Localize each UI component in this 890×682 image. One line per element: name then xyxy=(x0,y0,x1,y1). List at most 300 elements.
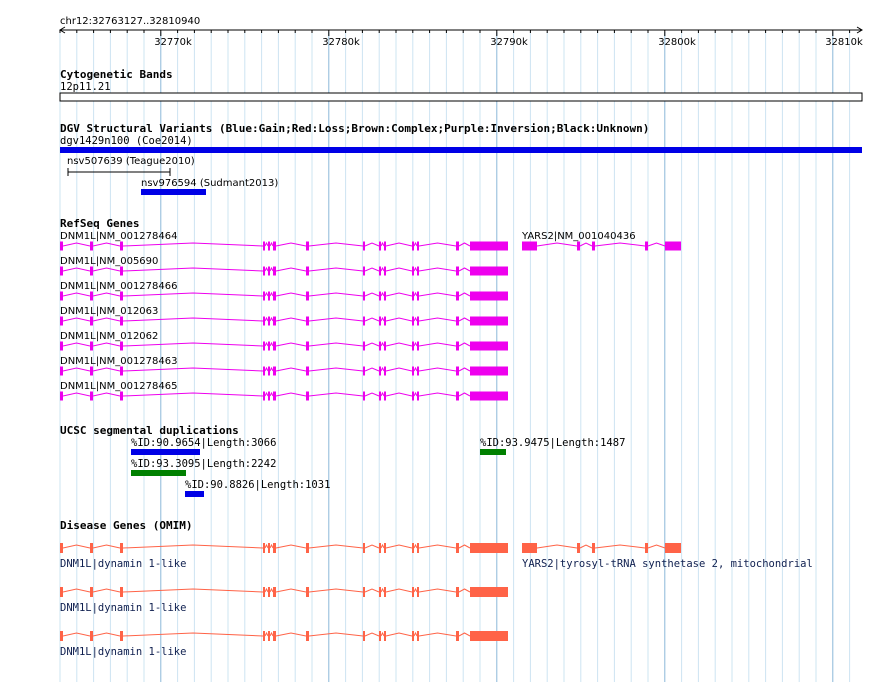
disease-gene-label[interactable]: DNM1L|dynamin 1-like xyxy=(60,602,187,614)
refseq-gene-exon xyxy=(384,342,386,351)
refseq-gene-intron xyxy=(270,318,273,321)
omim-gene-intron xyxy=(365,589,379,592)
refseq-gene-exon xyxy=(456,392,459,401)
refseq-gene-exon xyxy=(263,267,265,276)
dgv-track-title: DGV Structural Variants (Blue:Gain;Red:Loss;Brown:Complex;Purple:Inversion;Black:Unknown) xyxy=(60,122,650,135)
refseq-gene-exon xyxy=(60,267,63,276)
omim-gene-exon xyxy=(60,631,63,641)
refseq-gene-intron xyxy=(419,243,456,246)
refseq-gene-intron xyxy=(381,393,384,396)
omim-gene-exon xyxy=(456,631,459,641)
refseq-gene-intron xyxy=(276,268,306,271)
refseq-gene-exon xyxy=(90,267,93,276)
ruler-tick-label: 32780k xyxy=(322,37,360,48)
refseq-gene-intron xyxy=(270,293,273,296)
segdup-feature[interactable] xyxy=(185,491,204,497)
refseq-gene-exon xyxy=(263,317,265,326)
refseq-gene-exon xyxy=(273,242,276,251)
omim-gene-exon xyxy=(60,587,63,597)
omim-gene-exon xyxy=(273,543,276,553)
disease-gene-label[interactable]: DNM1L|dynamin 1-like xyxy=(60,646,187,658)
refseq-gene-intron xyxy=(419,343,456,346)
omim-gene-intron xyxy=(537,545,577,548)
refseq-gene-intron xyxy=(386,318,412,321)
refseq-gene-exon xyxy=(120,267,123,276)
refseq-gene-exon xyxy=(417,317,419,326)
ruler-tick-label: 32790k xyxy=(490,37,528,48)
omim-gene-intron xyxy=(459,589,470,592)
refseq-gene-intron xyxy=(419,268,456,271)
refseq-gene-intron xyxy=(93,293,120,296)
omim-gene-intron xyxy=(459,545,470,548)
refseq-gene-intron xyxy=(93,343,120,346)
refseq-gene-exon xyxy=(379,292,381,301)
ruler-tick-label: 32800k xyxy=(658,37,696,48)
omim-gene-intron xyxy=(419,633,456,636)
omim-gene-exon xyxy=(645,543,648,553)
refseq-gene-intron xyxy=(270,343,273,346)
refseq-gene-intron xyxy=(381,368,384,371)
omim-gene-exon xyxy=(90,587,93,597)
refseq-gene-exon xyxy=(273,392,276,401)
segdup-feature[interactable] xyxy=(131,449,200,455)
refseq-gene-exon xyxy=(456,267,459,276)
omim-gene-exon xyxy=(363,587,365,597)
refseq-gene-exon xyxy=(306,392,309,401)
refseq-gene-intron xyxy=(414,318,417,321)
disease-gene-label[interactable]: YARS2|tyrosyl-tRNA synthetase 2, mitochondrial xyxy=(522,558,813,570)
refseq-gene-intron xyxy=(265,268,268,271)
refseq-gene-exon xyxy=(120,242,123,251)
omim-gene-exon xyxy=(273,587,276,597)
refseq-gene-exon xyxy=(90,292,93,301)
omim-gene-intron xyxy=(270,589,273,592)
refseq-gene-exon xyxy=(456,292,459,301)
dgv-feature-gain[interactable] xyxy=(141,189,206,195)
refseq-gene-exon xyxy=(417,342,419,351)
refseq-gene-intron xyxy=(365,318,379,321)
refseq-gene-intron xyxy=(365,293,379,296)
refseq-gene-intron xyxy=(309,268,363,271)
refseq-gene-exon xyxy=(412,342,414,351)
omim-gene-exon xyxy=(379,543,381,553)
omim-gene-exon xyxy=(263,587,265,597)
gene-label[interactable]: DNM1L|NM_001278463 xyxy=(60,356,178,367)
omim-gene-intron xyxy=(309,545,363,548)
cytoband-feature[interactable] xyxy=(60,93,862,101)
refseq-gene-intron xyxy=(381,293,384,296)
omim-gene-intron xyxy=(381,633,384,636)
refseq-gene-exon xyxy=(306,342,309,351)
refseq-gene-intron xyxy=(419,293,456,296)
gene-label[interactable]: DNM1L|NM_012063 xyxy=(60,306,159,317)
refseq-gene-intron xyxy=(580,243,592,246)
refseq-gene-exon xyxy=(470,342,508,351)
refseq-gene-exon xyxy=(306,367,309,376)
refseq-gene-exon xyxy=(263,392,265,401)
refseq-gene-intron xyxy=(265,368,268,371)
omim-gene-intron xyxy=(309,589,363,592)
refseq-gene-exon xyxy=(90,342,93,351)
refseq-gene-intron xyxy=(265,343,268,346)
gene-label[interactable]: YARS2|NM_001040436 xyxy=(522,231,636,242)
refseq-gene-exon xyxy=(456,342,459,351)
omim-gene-exon xyxy=(470,543,508,553)
refseq-gene-intron xyxy=(381,243,384,246)
refseq-gene-exon xyxy=(363,267,365,276)
refseq-gene-exon xyxy=(384,392,386,401)
omim-gene-intron xyxy=(648,545,665,548)
refseq-gene-exon xyxy=(417,242,419,251)
refseq-gene-intron xyxy=(276,368,306,371)
refseq-gene-exon xyxy=(417,267,419,276)
refseq-gene-exon xyxy=(379,392,381,401)
refseq-gene-intron xyxy=(414,243,417,246)
refseq-gene-exon xyxy=(273,292,276,301)
refseq-gene-intron xyxy=(386,368,412,371)
omim-gene-intron xyxy=(381,545,384,548)
omim-gene-exon xyxy=(306,587,309,597)
refseq-gene-exon xyxy=(665,242,681,251)
refseq-gene-exon xyxy=(263,367,265,376)
refseq-gene-exon xyxy=(60,292,63,301)
gene-label[interactable]: DNM1L|NM_001278464 xyxy=(60,231,178,242)
omim-gene-exon xyxy=(417,631,419,641)
refseq-gene-intron xyxy=(381,343,384,346)
omim-gene-exon xyxy=(577,543,580,553)
refseq-gene-exon xyxy=(384,292,386,301)
dgv-feature-label: nsv976594 (Sudmant2013) xyxy=(141,178,279,189)
refseq-gene-exon xyxy=(417,292,419,301)
omim-gene-intron xyxy=(270,633,273,636)
refseq-gene-intron xyxy=(365,243,379,246)
refseq-gene-exon xyxy=(90,242,93,251)
refseq-gene-intron xyxy=(270,268,273,271)
omim-gene-intron xyxy=(93,545,120,548)
refseq-gene-intron xyxy=(365,368,379,371)
omim-gene-exon xyxy=(412,587,414,597)
refseq-gene-intron xyxy=(537,243,577,246)
refseq-gene-intron xyxy=(414,343,417,346)
omim-gene-exon xyxy=(412,631,414,641)
omim-gene-exon xyxy=(470,587,508,597)
refseq-gene-exon xyxy=(306,242,309,251)
dgv-feature-label: dgv1429n100 (Coe2014) xyxy=(60,135,193,147)
refseq-gene-exon xyxy=(306,267,309,276)
refseq-gene-exon xyxy=(263,292,265,301)
refseq-gene-intron xyxy=(386,243,412,246)
refseq-gene-exon xyxy=(592,242,595,251)
segdup-feature[interactable] xyxy=(480,449,506,455)
omim-gene-exon xyxy=(90,631,93,641)
omim-gene-intron xyxy=(459,633,470,636)
gene-label[interactable]: DNM1L|NM_005690 xyxy=(60,256,159,267)
refseq-gene-exon xyxy=(470,242,508,251)
refseq-gene-intron xyxy=(414,368,417,371)
refseq-gene-exon xyxy=(60,242,63,251)
refseq-gene-intron xyxy=(459,368,470,371)
refseq-gene-exon xyxy=(412,267,414,276)
refseq-gene-intron xyxy=(419,318,456,321)
gene-label[interactable]: DNM1L|NM_001278465 xyxy=(60,381,178,392)
refseq-gene-exon xyxy=(456,317,459,326)
omim-gene-intron xyxy=(276,633,306,636)
refseq-gene-exon xyxy=(268,317,270,326)
ruler-tick-label: 32770k xyxy=(154,37,192,48)
omim-gene-exon xyxy=(522,543,537,553)
omim-gene-exon xyxy=(263,631,265,641)
refseq-gene-intron xyxy=(309,243,363,246)
refseq-gene-exon xyxy=(470,392,508,401)
refseq-gene-exon xyxy=(470,292,508,301)
refseq-gene-exon xyxy=(60,392,63,401)
omim-gene-exon xyxy=(665,543,681,553)
omim-gene-exon xyxy=(470,631,508,641)
refseq-gene-exon xyxy=(268,267,270,276)
refseq-gene-exon xyxy=(263,242,265,251)
refseq-gene-intron xyxy=(595,243,645,246)
refseq-gene-exon xyxy=(456,242,459,251)
refseq-gene-intron xyxy=(414,268,417,271)
refseq-gene-intron xyxy=(93,243,120,246)
omim-gene-intron xyxy=(93,633,120,636)
omim-gene-exon xyxy=(268,631,270,641)
refseq-gene-exon xyxy=(120,292,123,301)
refseq-gene-intron xyxy=(93,368,120,371)
refseq-gene-exon xyxy=(60,317,63,326)
refseq-gene-exon xyxy=(120,367,123,376)
refseq-gene-exon xyxy=(60,342,63,351)
omim-gene-exon xyxy=(592,543,595,553)
omim-gene-intron xyxy=(276,545,306,548)
refseq-gene-exon xyxy=(470,367,508,376)
refseq-gene-intron xyxy=(309,293,363,296)
omim-gene-intron xyxy=(414,589,417,592)
ruler-location: chr12:32763127..32810940 xyxy=(60,16,201,27)
refseq-gene-intron xyxy=(459,293,470,296)
refseq-gene-exon xyxy=(363,292,365,301)
omim-gene-exon xyxy=(60,543,63,553)
refseq-gene-intron xyxy=(459,393,470,396)
refseq-gene-exon xyxy=(456,367,459,376)
refseq-gene-intron xyxy=(276,293,306,296)
omim-gene-exon xyxy=(268,543,270,553)
omim-gene-intron xyxy=(386,633,412,636)
omim-gene-intron xyxy=(276,589,306,592)
refseq-gene-intron xyxy=(93,393,120,396)
omim-gene-intron xyxy=(365,633,379,636)
omim-gene-exon xyxy=(306,543,309,553)
segdup-feature-label: %ID:93.9475|Length:1487 xyxy=(480,437,626,449)
refseq-track-title: RefSeq Genes xyxy=(60,217,140,230)
omim-gene-intron xyxy=(419,545,456,548)
refseq-gene-intron xyxy=(459,268,470,271)
cytoband-track-title: Cytogenetic Bands xyxy=(60,68,173,81)
omim-track-title: Disease Genes (OMIM) xyxy=(60,519,193,532)
omim-gene-exon xyxy=(417,543,419,553)
refseq-gene-intron xyxy=(276,343,306,346)
omim-gene-exon xyxy=(363,543,365,553)
refseq-gene-intron xyxy=(414,293,417,296)
dgv-feature-gain[interactable] xyxy=(60,147,862,153)
refseq-gene-exon xyxy=(268,367,270,376)
refseq-gene-intron xyxy=(414,393,417,396)
refseq-gene-exon xyxy=(384,317,386,326)
refseq-gene-exon xyxy=(120,392,123,401)
refseq-gene-exon xyxy=(90,317,93,326)
omim-gene-exon xyxy=(384,587,386,597)
refseq-gene-intron xyxy=(386,293,412,296)
refseq-gene-exon xyxy=(268,292,270,301)
refseq-gene-intron xyxy=(419,368,456,371)
refseq-gene-exon xyxy=(263,342,265,351)
refseq-gene-exon xyxy=(384,242,386,251)
segdup-feature-label: %ID:90.9654|Length:3066 xyxy=(131,437,277,449)
omim-gene-intron xyxy=(265,633,268,636)
refseq-gene-intron xyxy=(459,243,470,246)
omim-gene-intron xyxy=(580,545,592,548)
segdup-feature-label: %ID:90.8826|Length:1031 xyxy=(185,479,331,491)
omim-gene-exon xyxy=(456,587,459,597)
omim-gene-intron xyxy=(381,589,384,592)
omim-gene-exon xyxy=(90,543,93,553)
refseq-gene-intron xyxy=(365,343,379,346)
refseq-gene-exon xyxy=(379,242,381,251)
refseq-gene-exon xyxy=(90,392,93,401)
gene-label[interactable]: DNM1L|NM_012062 xyxy=(60,331,159,342)
cytoband-label: 12p11.21 xyxy=(60,81,111,93)
omim-gene-intron xyxy=(595,545,645,548)
refseq-gene-exon xyxy=(412,292,414,301)
omim-gene-exon xyxy=(456,543,459,553)
refseq-gene-exon xyxy=(379,342,381,351)
refseq-gene-exon xyxy=(363,392,365,401)
refseq-gene-intron xyxy=(270,243,273,246)
refseq-gene-exon xyxy=(273,267,276,276)
omim-gene-intron xyxy=(386,545,412,548)
disease-gene-label[interactable]: DNM1L|dynamin 1-like xyxy=(60,558,187,570)
refseq-gene-intron xyxy=(459,343,470,346)
refseq-gene-exon xyxy=(379,267,381,276)
refseq-gene-exon xyxy=(470,317,508,326)
refseq-gene-intron xyxy=(309,318,363,321)
refseq-gene-exon xyxy=(645,242,648,251)
refseq-gene-intron xyxy=(265,318,268,321)
gene-label[interactable]: DNM1L|NM_001278466 xyxy=(60,281,178,292)
omim-gene-intron xyxy=(265,589,268,592)
refseq-gene-intron xyxy=(381,318,384,321)
refseq-gene-intron xyxy=(276,318,306,321)
refseq-gene-exon xyxy=(379,317,381,326)
omim-gene-intron xyxy=(414,633,417,636)
refseq-gene-exon xyxy=(363,317,365,326)
omim-gene-exon xyxy=(263,543,265,553)
refseq-gene-exon xyxy=(412,392,414,401)
omim-gene-intron xyxy=(386,589,412,592)
omim-gene-exon xyxy=(268,587,270,597)
refseq-gene-intron xyxy=(309,368,363,371)
refseq-gene-intron xyxy=(276,393,306,396)
omim-gene-intron xyxy=(419,589,456,592)
refseq-gene-exon xyxy=(384,267,386,276)
segdup-feature[interactable] xyxy=(131,470,186,476)
refseq-gene-intron xyxy=(459,318,470,321)
refseq-gene-exon xyxy=(273,317,276,326)
refseq-gene-intron xyxy=(265,243,268,246)
refseq-gene-intron xyxy=(265,293,268,296)
refseq-gene-exon xyxy=(363,342,365,351)
refseq-gene-intron xyxy=(309,343,363,346)
refseq-gene-exon xyxy=(577,242,580,251)
refseq-gene-intron xyxy=(386,393,412,396)
omim-gene-exon xyxy=(412,543,414,553)
refseq-gene-intron xyxy=(365,268,379,271)
refseq-gene-intron xyxy=(309,393,363,396)
refseq-gene-intron xyxy=(93,268,120,271)
omim-gene-exon xyxy=(384,631,386,641)
omim-gene-exon xyxy=(120,543,123,553)
refseq-gene-exon xyxy=(363,242,365,251)
refseq-gene-exon xyxy=(412,242,414,251)
refseq-gene-exon xyxy=(306,292,309,301)
omim-gene-exon xyxy=(273,631,276,641)
omim-gene-exon xyxy=(384,543,386,553)
refseq-gene-exon xyxy=(470,267,508,276)
omim-gene-intron xyxy=(265,545,268,548)
refseq-gene-exon xyxy=(417,367,419,376)
ruler-ticks xyxy=(60,30,850,36)
refseq-gene-exon xyxy=(120,317,123,326)
segdup-track-title: UCSC segmental duplications xyxy=(60,424,239,437)
omim-gene-intron xyxy=(414,545,417,548)
omim-gene-exon xyxy=(379,631,381,641)
refseq-gene-intron xyxy=(276,243,306,246)
refseq-gene-exon xyxy=(273,342,276,351)
refseq-gene-intron xyxy=(381,268,384,271)
dgv-feature-label: nsv507639 (Teague2010) xyxy=(67,156,195,167)
refseq-gene-intron xyxy=(648,243,665,246)
refseq-gene-intron xyxy=(419,393,456,396)
refseq-gene-exon xyxy=(412,367,414,376)
refseq-gene-exon xyxy=(417,392,419,401)
refseq-gene-exon xyxy=(273,367,276,376)
refseq-gene-exon xyxy=(412,317,414,326)
refseq-gene-exon xyxy=(268,242,270,251)
omim-gene-exon xyxy=(379,587,381,597)
omim-gene-exon xyxy=(306,631,309,641)
refseq-gene-exon xyxy=(268,342,270,351)
omim-gene-intron xyxy=(93,589,120,592)
refseq-gene-intron xyxy=(386,343,412,346)
omim-gene-exon xyxy=(363,631,365,641)
omim-gene-exon xyxy=(120,631,123,641)
refseq-gene-exon xyxy=(60,367,63,376)
segdup-feature-label: %ID:93.3095|Length:2242 xyxy=(131,458,277,470)
refseq-gene-exon xyxy=(90,367,93,376)
refseq-gene-intron xyxy=(365,393,379,396)
omim-gene-exon xyxy=(417,587,419,597)
refseq-gene-intron xyxy=(270,368,273,371)
refseq-gene-exon xyxy=(379,367,381,376)
omim-gene-intron xyxy=(309,633,363,636)
ruler-tick-label: 32810k xyxy=(825,37,863,48)
refseq-gene-intron xyxy=(265,393,268,396)
refseq-gene-intron xyxy=(386,268,412,271)
omim-gene-exon xyxy=(120,587,123,597)
refseq-gene-intron xyxy=(93,318,120,321)
refseq-gene-exon xyxy=(306,317,309,326)
refseq-gene-exon xyxy=(120,342,123,351)
